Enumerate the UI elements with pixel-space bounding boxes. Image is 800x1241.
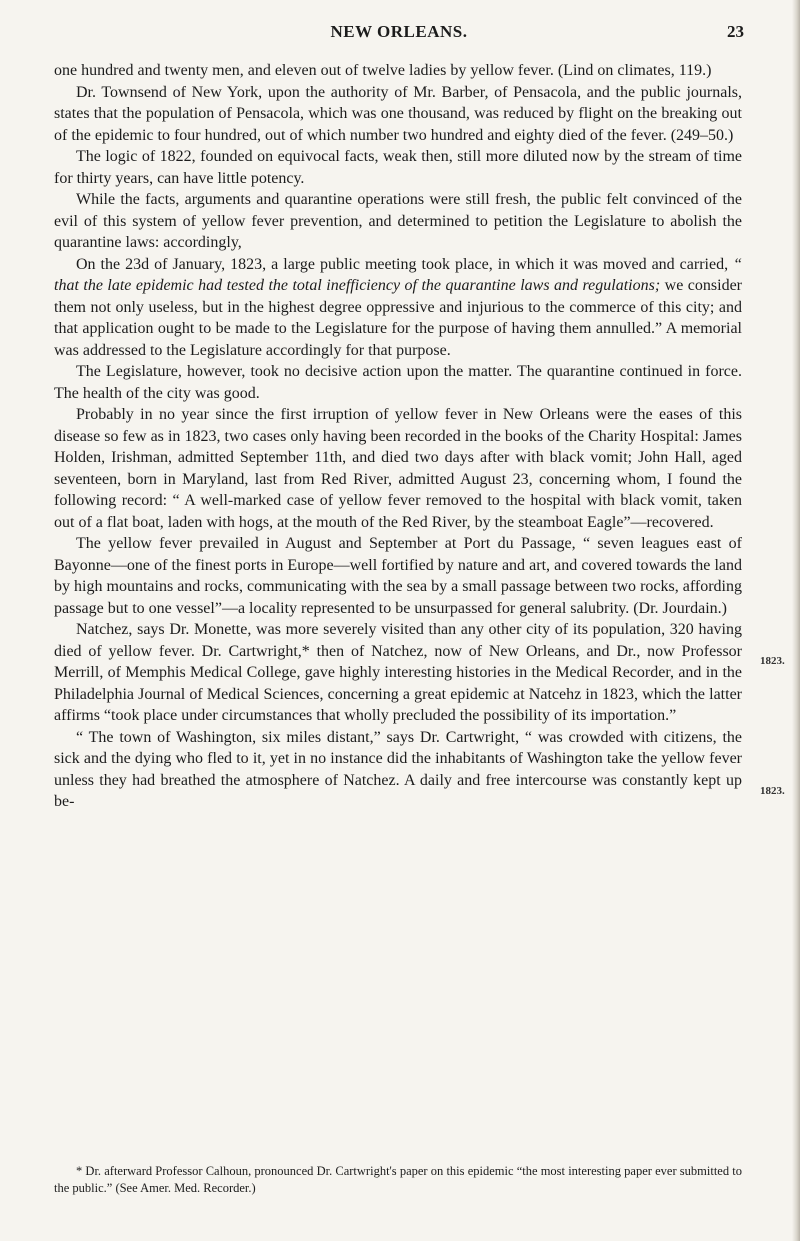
paragraph: The yellow fever prevailed in August and September at Port du Passage, “ seven leagues east of Bayonne—one of the finest ports in Europe—well fortified by nature and art, and covered towards the land by high mountains and rocks, communicating with the sea by a small passage between two rocks, affording passage but to one vessel”—a locality represented to be unsurpassed for general salubrity. (Dr. Jourdain.) xyxy=(54,535,742,617)
margin-note: 1823. xyxy=(760,785,785,797)
paragraph-text: On the 23d of January, 1823, a large public meeting took place, in which it was moved and carried, xyxy=(76,255,729,273)
footnote-text: * Dr. afterward Professor Calhoun, pronounced Dr. Cartwright's paper on this epidemic “the most interesting paper ever submitted to the public.” (See Amer. Med. Recorder.) xyxy=(54,1164,742,1195)
page-header xyxy=(54,22,744,52)
paragraph: Dr. Townsend of New York, upon the authority of Mr. Barber, of Pensacola, and the public journals, states that the population of Pensacola, which was one thousand, was reduced by flight on the breaking out of the epidemic to four hundred, out of which number two hundred and eighty died of the fever. (249–50.) xyxy=(54,83,742,144)
quote-rest: we consider them not only useless, but in the highest degree oppressive and injurious to the commerce of this city; and that application ought to be made to the Legislature for the purpose of having them annulled.” A memorial was addressed to the Legislature accordingly for that purpose. xyxy=(54,277,743,359)
paragraph: While the facts, arguments and quarantine operations were still fresh, the public felt convinced of the evil of this system of yellow fever prevention, and determined to petition the Legislature to abolish the quarantine laws: accordingly, xyxy=(54,191,742,251)
paragraph-meeting xyxy=(54,254,742,362)
footnote xyxy=(54,1163,742,1197)
running-head: NEW ORLEANS. xyxy=(330,22,468,41)
body-text xyxy=(54,60,742,813)
page-number: 23 xyxy=(727,22,744,41)
page-edge xyxy=(792,0,800,1241)
quote-italic: “ that the late epidemic had tested the total inefficiency of the quarantine laws and regulations; xyxy=(54,255,743,294)
paragraph: Natchez, says Dr. Monette, was more severely visited than any other city of its population, 320 having died of yellow fever. Dr. Cartwright,* then of Natchez, now of New Orleans, and Dr., now Professor Merrill, of Memphis Medical College, gave highly interesting histories in the Medical Recorder, and in the Philadelphia Journal of Medical Sciences, concerning a great epidemic at Natcehz in 1823, which the latter affirms “took place under circumstances that wholly precluded the possibility of its importation.” xyxy=(54,621,742,724)
paragraph: “ The town of Washington, six miles distant,” says Dr. Cartwright, “ was crowded with citizens, the sick and the dying who fled to it, yet in no instance did the inhabitants of Washington take the yellow fever unless they had breathed the atmosphere of Natchez. A daily and free intercourse was constantly kept up be- xyxy=(54,728,742,810)
paragraph: The Legislature, however, took no decisive action upon the matter. The quarantine continued in force. The health of the city was good. xyxy=(54,363,742,402)
paragraph: Probably in no year since the first irruption of yellow fever in New Orleans were the eases of this disease so few as in 1823, two cases only having been recorded in the books of the Charity Hospital: James Holden, Irishman, admitted September 11th, and died two days after with black vomit; John Hall, aged seventeen, born in Maryland, last from Red River, admitted August 23, concerning whom, I found the following record: “ A well-marked case of yellow fever removed to the hospital with black vomit, taken out of a flat boat, laden with hogs, at the mouth of the Red River, by the steamboat Eagle”—recovered. xyxy=(54,406,742,531)
paragraph: one hundred and twenty men, and eleven out of twelve ladies by yellow fever. (Lind on climates, 119.) xyxy=(54,62,712,79)
paragraph: The logic of 1822, founded on equivocal facts, weak then, still more diluted now by the stream of time for thirty years, can have little potency. xyxy=(54,148,742,187)
margin-note: 1823. xyxy=(760,655,785,667)
